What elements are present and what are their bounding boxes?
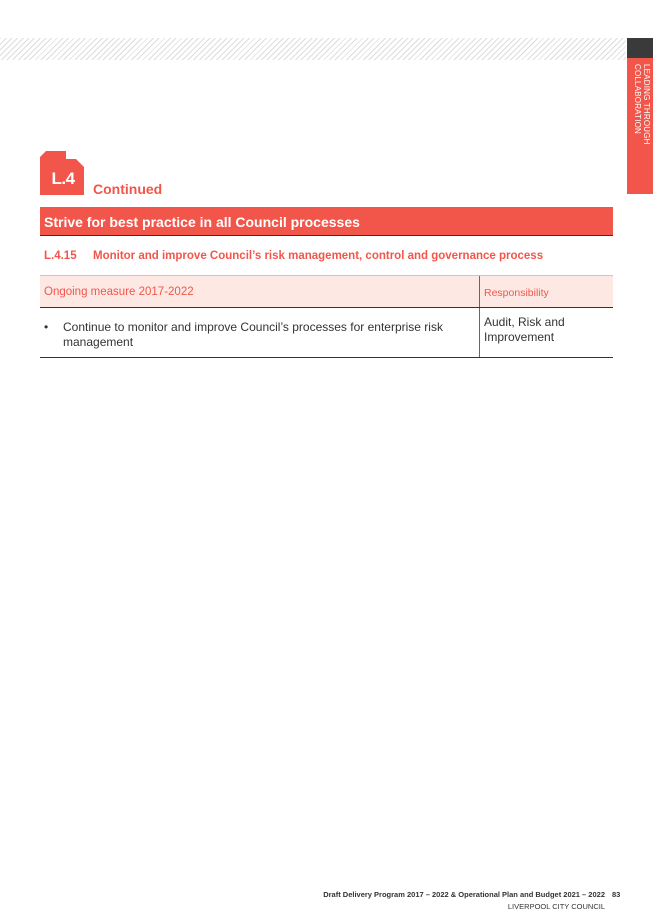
footer-council-name: LIVERPOOL CITY COUNCIL	[507, 902, 605, 911]
table-header	[40, 275, 613, 308]
measure-text: Continue to monitor and improve Council’s processes for enterprise risk management	[63, 320, 443, 349]
bullet-icon: •	[44, 320, 49, 334]
action-title: Monitor and improve Council’s risk management, control and governance process	[93, 250, 544, 262]
strategy-title: Strive for best practice in all Council processes	[44, 214, 360, 230]
table-row	[40, 308, 613, 358]
header-ongoing-measure: Ongoing measure 2017-2022	[44, 286, 194, 298]
column-divider	[479, 308, 480, 357]
continued-label: Continued	[93, 181, 163, 197]
action-code: L.4.15	[44, 250, 77, 262]
badge-label: L.4	[51, 169, 75, 188]
action-heading	[44, 250, 543, 262]
header-responsibility: Responsibility	[484, 287, 549, 299]
side-tab-label: LEADING THROUGH COLLABORATION	[633, 64, 651, 145]
header-hatch-pattern	[0, 38, 626, 60]
footer-page-number: 83	[612, 890, 621, 899]
responsibility-text: Audit, Risk and Improvement	[484, 315, 565, 344]
footer-document-title: Draft Delivery Program 2017 – 2022 & Operational Plan and Budget 2021 – 2022	[323, 890, 605, 899]
strategy-banner	[40, 207, 613, 236]
section-badge	[40, 151, 84, 195]
column-divider	[479, 276, 480, 307]
measures-table	[40, 275, 613, 358]
side-tab-marker	[627, 38, 653, 58]
